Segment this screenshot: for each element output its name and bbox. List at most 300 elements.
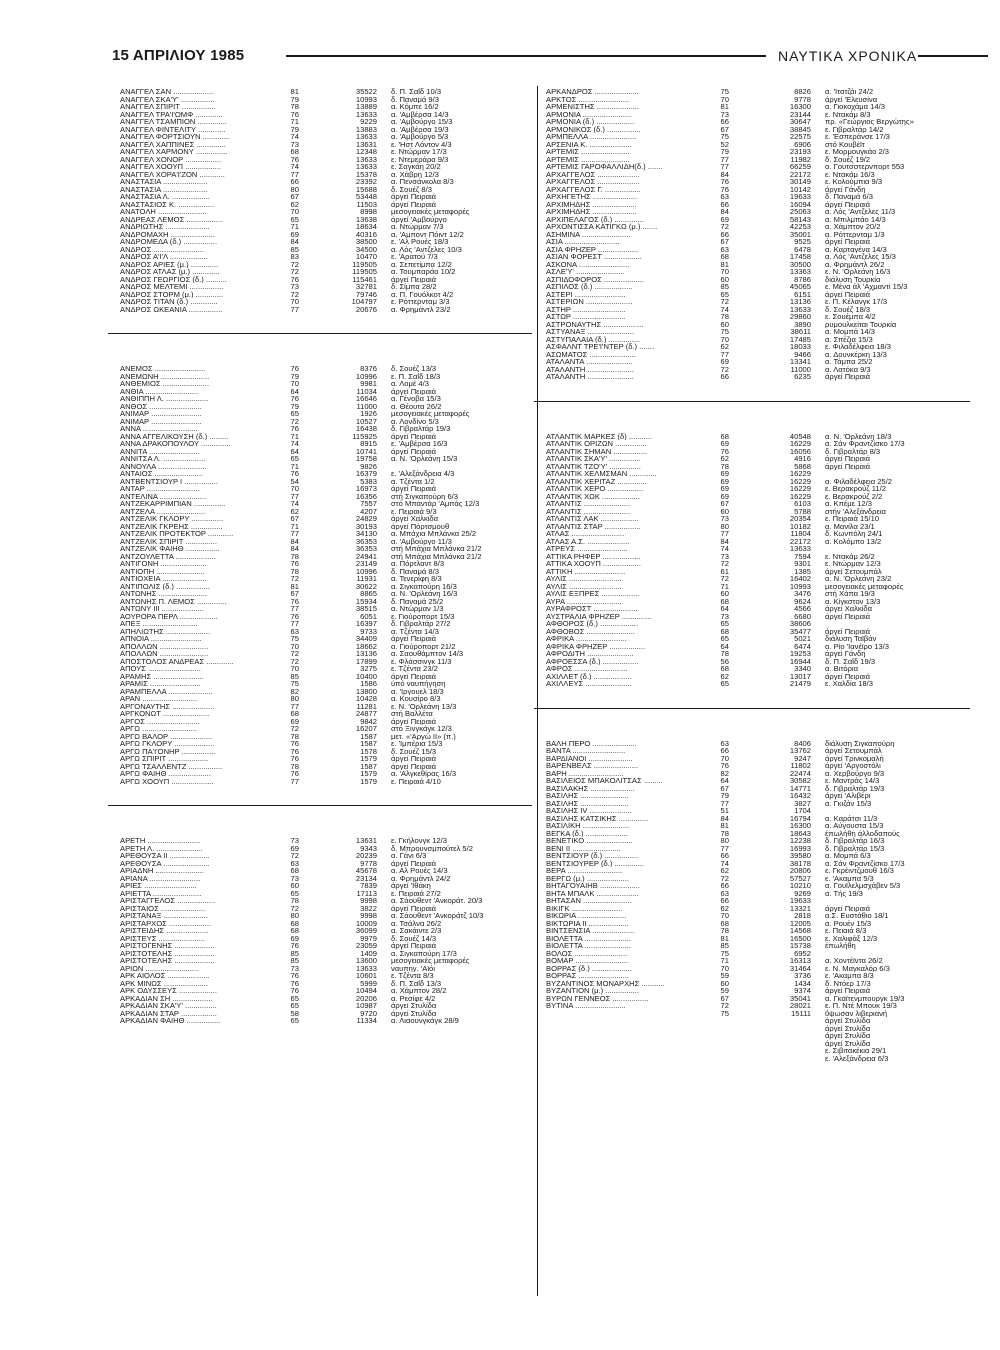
position: ε. 'Αλεξάνδρεια 6/3	[825, 1054, 889, 1062]
ship-name: ΒΕΡΓΩ (μ.) ....................	[546, 874, 630, 882]
ship-row	[120, 665, 524, 673]
build-year: 75	[720, 328, 729, 336]
ship-name: ΑΧΙΛΛΕΤ (δ.) ..................	[546, 672, 632, 680]
build-year: 51	[720, 807, 729, 815]
build-year: 63	[720, 193, 729, 201]
tonnage: 16300	[789, 822, 811, 830]
tonnage: 115461	[352, 275, 377, 283]
build-year: 84	[720, 208, 729, 216]
tonnage: 10741	[355, 447, 377, 455]
ship-row	[120, 1002, 524, 1010]
position: α. Τής 19/3	[825, 889, 863, 897]
build-year: 52	[720, 140, 729, 148]
ship-row	[120, 508, 524, 516]
position: α. Γουτσστερνπορτ 553	[825, 163, 905, 171]
tonnage: 10428	[355, 695, 377, 703]
ship-name: ΑΣΤΗΡ .........................	[546, 305, 626, 313]
ship-name: ΑΦΡΟΕΣΣΑ (δ.) .................	[546, 657, 639, 665]
ship-name: ΒΑΣΙΛΑΚΗΣ .....................	[546, 784, 635, 792]
ship-row	[120, 156, 524, 164]
position: δ. Γιβραλτάρ 19/3	[391, 425, 451, 433]
ship-name: ΒΟΡΡΑΣ (δ.) ...................	[546, 964, 632, 972]
tonnage: 1586	[360, 680, 377, 688]
build-year: 68	[720, 253, 729, 261]
ship-name: ΒΙΟΛΕΤΤΑ ......................	[546, 942, 631, 950]
position: ε. Πειραιά 27/2	[391, 889, 441, 897]
tonnage: 35041	[789, 994, 811, 1002]
right-section	[546, 740, 962, 1063]
ship-name: ΑΝΑΓΓΕΛ ΧΟΡΑ'Ι'ΖΟΝ ............	[120, 170, 225, 178]
ship-name: ΑΠΕΞ ..........................	[120, 620, 198, 628]
ship-name: ΑΝΤΖΕΛΙΚ ΠΡΟΤΕΚΤΟΡ ............	[120, 530, 234, 538]
tonnage: 13017	[789, 672, 811, 680]
ship-row	[546, 965, 962, 973]
tonnage: 3275	[360, 665, 377, 673]
build-year: 73	[290, 140, 299, 148]
ship-name: ΑΝΙΜΑΡ ........................	[120, 417, 202, 425]
position: άργεί Στυλίδα	[825, 1032, 871, 1040]
ship-name: ΑΝΔΡΟΣ ΩΚΕΑΝΙΑ ................	[120, 305, 223, 313]
build-year: 66	[720, 373, 729, 381]
tonnage: 16356	[355, 492, 377, 500]
ship-name: ΑΝΔΡΟΣ ΤΙΤΑΝ (δ.) .............	[120, 298, 218, 306]
ship-name: ΒΕΓΚΑ (δ.) ....................	[546, 829, 628, 837]
tonnage: 9778	[360, 859, 377, 867]
position: ε. Ν. Μαγκαλόρ 6/3	[825, 964, 890, 972]
tonnage: 18033	[789, 343, 811, 351]
build-year: 65	[720, 290, 729, 298]
tonnage: 9466	[794, 350, 811, 358]
ship-name: ΑΝΔΡΕΑΣ ΛΕΜΟΣ .................	[120, 215, 223, 223]
ship-row	[546, 133, 962, 141]
position: δ. Σίμπα 28/2	[391, 283, 437, 291]
position: α. Γκιζάν 15/3	[825, 799, 872, 807]
ship-name: ΑΥΛΙΣ .........................	[546, 575, 622, 583]
build-year: 80	[290, 912, 299, 920]
tonnage: 13633	[355, 163, 377, 171]
ship-name: ΑΤΛΑΝΤΙΣ ......................	[546, 500, 631, 508]
tonnage: 6952	[794, 949, 811, 957]
tonnage: 22474	[789, 769, 811, 777]
position: άργεί Πειραιά	[825, 200, 871, 208]
ship-name: ΑΤΛΑΝΤΙΚ ΧΕΛΜΣΜΑΝ .............	[546, 470, 657, 478]
position: ε. Φλάσσινγκ 11/3	[391, 657, 452, 665]
ship-row	[120, 440, 524, 448]
build-year: 76	[290, 987, 299, 995]
ship-row	[120, 680, 524, 688]
ship-row	[546, 755, 962, 763]
position: δ. Σουέζ 18/3	[825, 305, 871, 313]
column-divider	[537, 86, 538, 1296]
tonnage: 16993	[789, 844, 811, 852]
tonnage: 11931	[356, 575, 377, 583]
build-year: 78	[290, 103, 299, 111]
tonnage: 58143	[789, 215, 811, 223]
tonnage: 19253	[789, 650, 811, 658]
tonnage: 15688	[355, 185, 377, 193]
ship-row	[546, 770, 962, 778]
ship-row	[120, 897, 524, 905]
ship-name: ΑΤΤΙΚΑ ΡΗΦΕΡ ..................	[546, 552, 641, 560]
ship-name: ΑΡΙΣΤΟΤΕΛΗΣ ...................	[120, 957, 215, 965]
position: α. 'Ιργουελ 18/3	[391, 687, 444, 695]
tonnage: 10470	[355, 253, 377, 261]
ship-row	[546, 905, 962, 913]
ship-name: ΑΠΟΥΣ .........................	[120, 665, 201, 673]
position: α. Χάμπτον 28/2	[391, 987, 447, 995]
ship-row	[546, 897, 962, 905]
position: άργεί Πειραιά	[391, 275, 437, 283]
position: α. Λός 'Αντζελες 15/3	[825, 253, 896, 261]
right-section	[546, 433, 962, 688]
tonnage: 3822	[360, 904, 377, 912]
ship-name: ΒΥΡΩΝ ΓΕΝΝΕΟΣ .................	[546, 994, 649, 1002]
build-year: 62	[290, 200, 299, 208]
tonnage: 16229	[789, 492, 811, 500]
ship-row	[120, 216, 524, 224]
position: α. Ρόττερνταμ 1/3	[825, 230, 885, 238]
ship-row	[546, 1025, 962, 1033]
ship-name: ΒΑΡΔΙΑΝΟΙ .....................	[546, 754, 633, 762]
build-year: 67	[720, 994, 729, 1002]
tonnage: 119505	[352, 260, 377, 268]
ship-name: ΑΤΑΛΑΝΤΗ ......................	[546, 365, 634, 373]
ship-name: ΑΡΤΕΜΙΣ .......................	[546, 155, 630, 163]
build-year: 74	[720, 545, 729, 553]
build-year: 78	[290, 897, 299, 905]
ship-row	[120, 553, 524, 561]
build-year: 78	[290, 732, 299, 740]
left-section	[120, 837, 524, 1025]
build-year: 84	[720, 537, 729, 545]
ship-row	[546, 366, 962, 374]
tonnage: 6103	[794, 500, 811, 508]
ship-name: ΑΥΛΙΣ ΕΞΠΡΕΣ ..................	[546, 590, 640, 598]
tonnage: 16402	[789, 575, 811, 583]
tonnage: 66259	[789, 163, 811, 171]
tonnage: 16432	[789, 792, 811, 800]
ship-row	[120, 620, 524, 628]
ship-name: ΑΡΙΣΤΑΙΟΣ .....................	[120, 904, 206, 912]
ship-row	[546, 560, 962, 568]
ship-row	[120, 763, 524, 771]
ship-name: ΒΥΖΑΝΤΙΟΝ (μ.) ................	[546, 987, 639, 995]
ship-name: ΑΡΧΑΓΓΕΛΟΣ Γ. .................	[546, 185, 641, 193]
tonnage: 13631	[355, 140, 377, 148]
ship-name: ΑΤΛΑΝΤΙΚ ΧΕΡΙΤΑΖ ..............	[546, 477, 647, 485]
tonnage: 23392	[355, 178, 377, 186]
tonnage: 22172	[789, 170, 811, 178]
ship-name: ΑΡΕΤΗ Λ. ......................	[120, 844, 203, 852]
tonnage: 9998	[360, 897, 377, 905]
ship-row	[546, 680, 962, 688]
ship-row	[546, 1002, 962, 1010]
ship-name: ΑΦΡΙΚΑ ΦΡΗΖΕΡ .................	[546, 642, 646, 650]
ship-name: ΑΝΔΡΟΜΕΔΑ (δ.) ................	[120, 238, 218, 246]
ship-name: ΑΡΚΑΔΙΑΝ ΣΤΑΡ .................	[120, 1009, 217, 1017]
ship-name: ΑΤΑΛΑΝΤΑ ......................	[546, 358, 633, 366]
position: στή Μπάχια Μπλάνκα 21/2	[391, 545, 482, 553]
build-year: 69	[720, 485, 729, 493]
build-year: 70	[720, 964, 729, 972]
position: άργεί Τρινκομαλή	[825, 754, 884, 762]
build-year: 65	[720, 680, 729, 688]
ship-row	[120, 658, 524, 666]
ship-row	[546, 493, 962, 501]
build-year: 76	[290, 942, 299, 950]
position: α. Φρημάντλ 26/2	[825, 260, 885, 268]
ship-row	[546, 1047, 962, 1055]
ship-row	[546, 837, 962, 845]
build-year: 72	[290, 260, 299, 268]
tonnage: 9343	[360, 844, 377, 852]
ship-row	[546, 568, 962, 576]
ship-row	[120, 905, 524, 913]
position: α. Σπέζια 15/3	[825, 335, 873, 343]
build-year: 81	[290, 582, 299, 590]
build-year: 62	[290, 507, 299, 515]
ship-row	[546, 935, 962, 943]
tonnage: 35522	[355, 88, 377, 96]
ship-name: ΑΡΤΕΜΙΣ ΓΑΡΟΦΑΛΛΙΔΗ(δ.) .......	[546, 163, 663, 171]
position: α. Λατόκα 9/3	[825, 365, 871, 373]
build-year: 65	[290, 889, 299, 897]
position: α. Μομπά 14/3	[825, 328, 875, 336]
build-year: 70	[720, 912, 729, 920]
build-year: 64	[720, 605, 729, 613]
build-year: 72	[290, 575, 299, 583]
ship-name: ΑΤΛΑΝΤΙΚ ΣΗΜΑΝ ................	[546, 447, 648, 455]
position: δ. Γιβραλτάρ 15/3	[825, 844, 885, 852]
ship-row	[120, 425, 524, 433]
tonnage: 13633	[355, 155, 377, 163]
tonnage: 38515	[355, 605, 377, 613]
ship-name: ΑΦΘΟΡΟΣ (δ.) ..................	[546, 620, 638, 628]
right-rule	[534, 708, 970, 709]
position: δ. Σουέζ 14/3	[391, 934, 437, 942]
ship-row	[546, 972, 962, 980]
ship-row	[546, 373, 962, 381]
ship-row	[546, 807, 962, 815]
position: ε. Κολούμπια 9/3	[825, 178, 883, 186]
left-column	[120, 88, 524, 1025]
position: α. Σάουθεντ 'Ανκοράτζ 10/3	[391, 912, 484, 920]
ship-name: ΑΤΑΛΑΝΤΗ ......................	[546, 373, 634, 381]
build-year: 69	[290, 844, 299, 852]
ship-row	[546, 500, 962, 508]
position: α. Γάνι 6/3	[391, 852, 427, 860]
tonnage: 28021	[789, 1002, 811, 1010]
ship-row	[120, 96, 524, 104]
build-year: 81	[290, 88, 299, 96]
ship-name: ΑΝΤΕΛΙΝΑ ......................	[120, 492, 207, 500]
position: ε. Μαντράς 14/3	[825, 777, 880, 785]
build-year: 67	[290, 515, 299, 523]
position: δ. Γιβραλτάρ 16/3	[825, 837, 885, 845]
position: ε. Ντακάμ 8/3	[825, 110, 871, 118]
build-year: 66	[720, 118, 729, 126]
build-year: 76	[290, 597, 299, 605]
ship-name: ΑΡΓΩ ΧΟΟΥΠ ....................	[120, 777, 214, 785]
build-year: 75	[720, 1009, 729, 1017]
build-year: 60	[720, 507, 729, 515]
ship-name: ΑΝΑΓΓΕΛ ΧΑΠΠΙΝΕΣ ..............	[120, 140, 226, 148]
position: α. Ντώρμαν 1/3	[391, 605, 444, 613]
ship-row	[120, 126, 524, 134]
position: άργεί Στυλίδα	[391, 1002, 437, 1010]
position: πρ. «Γεώργιος Βεργώτης»	[825, 118, 914, 126]
ship-name: ΒΑΣΙΛΗΣ .......................	[546, 799, 629, 807]
build-year: 68	[290, 927, 299, 935]
tonnage	[729, 1032, 811, 1040]
position: ε. Γιούροπορτ 15/3	[391, 612, 455, 620]
tonnage: 8865	[360, 590, 377, 598]
tonnage: 17458	[789, 253, 811, 261]
position: άργεί Στυλίδα	[391, 1009, 437, 1017]
position: δ. Γιβραλτάρ 19/3	[825, 784, 885, 792]
header-rule-left	[286, 55, 766, 57]
tonnage: 7557	[360, 500, 377, 508]
tonnage: 20239	[355, 852, 377, 860]
position: άργεί Πειραιά	[391, 672, 437, 680]
build-year: 79	[290, 372, 299, 380]
ship-name: ΑΝΝΙΤΑ ........................	[120, 447, 200, 455]
ship-name: ΑΠΗΛΙΩΤΗΣ .....................	[120, 627, 211, 635]
ship-name: ΒΑΡΗ ..........................	[546, 769, 624, 777]
position: α. Μπιλμπάο 14/3	[825, 215, 886, 223]
right-rule	[534, 401, 970, 402]
ship-row	[120, 980, 524, 988]
position	[811, 950, 962, 958]
ship-row	[120, 942, 524, 950]
build-year: 60	[290, 882, 299, 890]
position: ε. Τζέντα 8/3	[391, 972, 434, 980]
ship-row	[546, 995, 962, 1003]
ship-row	[546, 268, 962, 276]
build-year: 84	[720, 170, 729, 178]
ship-row	[120, 283, 524, 291]
position: ε. Ντεμεράρα 9/3	[391, 155, 449, 163]
ship-row	[120, 590, 524, 598]
build-year: 85	[290, 672, 299, 680]
ship-name: ΒΗΤΑΣΑΝ .......................	[546, 897, 632, 905]
build-year	[702, 1040, 729, 1048]
ship-name: ΑΝΔΡΟΣ ΣΤΟΡΜ (μ.) .............	[120, 290, 224, 298]
position: α. Ν. 'Ορλεάνη 16/3	[391, 590, 458, 598]
tonnage: 10527	[355, 417, 377, 425]
ship-name: ΒΑΝΤΑ .........................	[546, 747, 626, 755]
tonnage: 17113	[356, 889, 377, 897]
tonnage: 23059	[355, 942, 377, 950]
position: ε. Ν. 'Ορλεάνη 16/3	[825, 268, 891, 276]
position: δ. Σουέζ 19/2	[825, 155, 871, 163]
position: άργεί Πειραιά	[391, 859, 437, 867]
tonnage: 1409	[360, 949, 377, 957]
build-year: 66	[720, 882, 729, 890]
tonnage: 11982	[790, 155, 811, 163]
header-rule-right	[918, 55, 988, 57]
ship-row	[546, 553, 962, 561]
tonnage: 5868	[794, 462, 811, 470]
ship-name: ΑΝΝΑ ..........................	[120, 425, 198, 433]
position: ναυπηγ. 'Αϊόι	[391, 964, 435, 972]
ship-row	[546, 545, 962, 553]
ship-row	[120, 470, 524, 478]
build-year: 70	[720, 754, 729, 762]
ship-name: ΑΡΜΠΕΛΛΑ ......................	[546, 133, 637, 141]
tonnage: 24941	[355, 552, 377, 560]
position: α. 'Αμβούργο 11/3	[391, 537, 452, 545]
build-year: 56	[720, 657, 729, 665]
position: α. Λός 'Αντζελες 10/3	[391, 245, 462, 253]
ship-name: ΑΝΤΙΠΟΛΙΣ (δ.) ................	[120, 582, 210, 590]
build-year: 80	[720, 837, 729, 845]
build-year: 79	[290, 125, 299, 133]
ship-row	[120, 770, 524, 778]
ship-row	[120, 673, 524, 681]
position: α. Σιγκαπούρη 17/3	[391, 949, 457, 957]
position: α. Π. Γουόλκοτ 4/2	[391, 290, 454, 298]
tonnage: 10996	[355, 372, 377, 380]
tonnage: 9374	[794, 987, 811, 995]
ship-row	[120, 718, 524, 726]
ship-row	[546, 650, 962, 658]
position: α. Λός 'Αντζελες 11/3	[825, 208, 896, 216]
position: άργεί Πειραιά	[391, 387, 437, 395]
ship-row	[546, 238, 962, 246]
ship-name: ΑΠΟΛΛΩΝ .......................	[120, 642, 209, 650]
ship-row	[546, 665, 962, 673]
tonnage: 22575	[789, 133, 811, 141]
tonnage: 11000	[790, 365, 811, 373]
tonnage: 9979	[360, 934, 377, 942]
position: άργεί Γάνδη	[825, 185, 866, 193]
ship-row	[546, 740, 962, 748]
build-year: 60	[720, 979, 729, 987]
ship-row	[546, 455, 962, 463]
ship-row	[120, 643, 524, 651]
ship-name	[546, 1047, 702, 1055]
build-year: 84	[720, 814, 729, 822]
position: άργεί Πειραιά	[391, 942, 437, 950]
position	[811, 620, 962, 628]
build-year: 74	[290, 133, 299, 141]
build-year: 74	[720, 859, 729, 867]
ship-row	[120, 778, 524, 786]
ship-row	[546, 635, 962, 643]
ship-name: ΒΥΤΙΝΑ ........................	[546, 1002, 626, 1010]
position: α. Ντώρμαν 7/3	[391, 223, 444, 231]
ship-row	[546, 875, 962, 883]
build-year: 60	[720, 275, 729, 283]
position: άργεί Πειραιά	[391, 447, 437, 455]
position	[377, 463, 524, 471]
ship-row	[546, 440, 962, 448]
ship-row	[120, 852, 524, 860]
position: άργεί Πειραιά	[391, 755, 437, 763]
tonnage: 1578	[360, 747, 377, 755]
ship-name: ΑΡΙΑΝΑ ........................	[120, 874, 201, 882]
tonnage: 38178	[789, 859, 811, 867]
build-year: 68	[720, 919, 729, 927]
publication-title: ΝΑΥΤΙΚΑ ΧΡΟΝΙΚΑ	[778, 48, 918, 64]
ship-name: ΑΡΚ ΟΔΥΣΣΕΥΣ ..................	[120, 987, 217, 995]
position: άργεί Γάνδη	[825, 650, 866, 658]
position: διάλυση Τουρκία	[825, 275, 881, 283]
position: α. Χερβούργο 9/3	[825, 769, 885, 777]
tonnage: 6051	[360, 612, 377, 620]
build-year: 84	[290, 238, 299, 246]
